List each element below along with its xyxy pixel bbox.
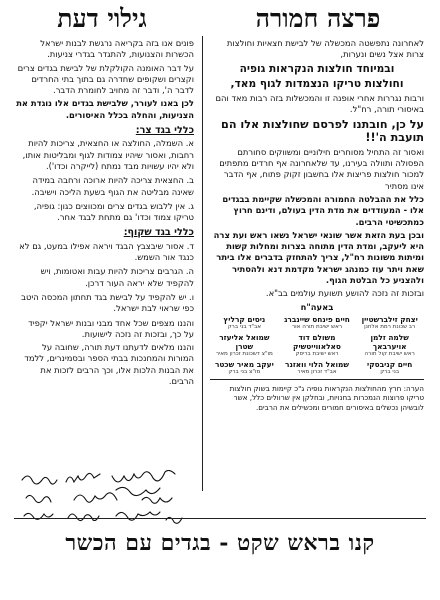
paragraph: על דבר האומנה הקולקלת של לבישת בגדים צרים וקצרים ושקופים שחדרה גם בתוך בתי החרדים לדבר ה', ודבר זה מחויב לחומרת הדבר. xyxy=(17,62,194,96)
footnote: הערה: חרץ מהחולצות הנקראות גופיה ג"כ קיימות בשוק חולצות טריקו פרוצות הנמכרות בחנויות, ובחלקן אין שרוולים כלל, אשר לובשיהן נכשלים באיסורים חמורים ומכשילים את הרבים. xyxy=(229,383,424,412)
proclamation-column xyxy=(210,38,424,508)
footer-slogan: קנו בראש שקט - בגדים עם הכשר xyxy=(65,530,375,556)
signatory: שמואל הלוי וואזנר אב"ד זכרון מאיר xyxy=(285,359,349,375)
section-heading-tight-clothing: כללי בגד צר: xyxy=(135,125,194,137)
signatory: יצחק זילברשטיין רב שכונת רמת אלחנן xyxy=(361,314,418,330)
announcement-column xyxy=(16,38,194,463)
paragraph-bold: כלל את ההבלטה החמורה והמכשלה שקיימת בבגדים אלו - המעודדים את מדת הדין בעולם, ודינם חרוץ כמתכשיטי הרבים. xyxy=(222,193,424,227)
signatory: שלמה זלמן אויערבאך ראש ישיבת קול תורה xyxy=(364,332,415,357)
intro-paragraph: פונים אנו בזה בקריאה נרגשת לבנות ישראל הכשרות והצנועות, להתגדר בגדרי צניעות. xyxy=(40,38,194,60)
emphasis-line-2: וחולצות טריקו הנצמדות לגוף מאד, xyxy=(230,77,404,90)
handwritten-signatures xyxy=(16,470,202,528)
signatory: שמואל אליעזר שטרן מו"צ דשכונת זכרון מאיר xyxy=(215,332,273,357)
signatory: חיים קניבסקי בני ברק xyxy=(367,359,413,375)
paragraph: ורבות נגררות אחרי אופנה זו והמכשלות בזה רבות מאד והם באיסורי תורה, רח"ל. xyxy=(215,93,424,115)
signatories xyxy=(210,315,424,376)
signature-closing: באעה"ח xyxy=(300,301,334,312)
closing-paragraph: והננו מלאים לדעתנו דעת תורה, שחובה על המורות והמחנכות בבתי הספר ובסמינרים, ללמד את הבנות הלכות אלו, וכך הרבים לזכות את הרבים. xyxy=(24,342,194,387)
call-to-action-paragraph: ובכן בעת הזאת אשר שונאי ישראל נשאו ראש ועת צרה היא ליעקב, ומדת הדין מתוחה בצרות ומחלות קשות ומיתות משונות רח"ל, צריך להתחזק בדברים אלו ביתר שאת ויתר עוז כמנהג ישראל מקדמת דנא ולהסתיר ולהצניע כל הבלטת הגוף. xyxy=(213,229,424,286)
rule-item: ה. הגרבים צריכות להיות עבות ואטומות, ויש להקפיד שלא יראה העור דרכן. xyxy=(40,266,194,288)
footer-divider xyxy=(14,518,426,519)
main-title: פרצה חמורה xyxy=(255,4,381,33)
signatory: ניסים קרליץ אב"ד בני ברק xyxy=(223,314,266,330)
rule-item: ו. יש להקפיד על לבישת בגד תחתון המכסה היטב כפי שראוי לבת ישראל. xyxy=(21,291,194,314)
section-heading-sheer-clothing: כללי בגד שקוף: xyxy=(123,227,194,239)
column-divider xyxy=(202,36,203,491)
divider xyxy=(210,379,424,380)
rule-item: ד. אסור שיבצבץ הבגד ויראה אפילו במעט, גם לא כנגד אור השמש. xyxy=(19,240,194,263)
rule-item: א. השמלה, החולצה או החצאית, צריכות להיות רחבות, ואסור שיהיו צמודות לגוף ומבליטות אותו, ולא יהיו עשויות מבד נמתח (לייקרה וכדו'). xyxy=(22,138,194,171)
rule-item: ב. החצאית צריכה להיות ארוכה ורחבה במידה שאינה מבליטה את הגוף בשעת הליכה וישיבה. xyxy=(31,175,194,197)
rule-item: ג. אין ללבוש בגדים צרים ומכווצים כגון: גופיה, טריקו צמוד וכדו' גם מתחת לבגד אחר. xyxy=(33,200,194,223)
blessing-paragraph: ובזכות זה נזכה להושע תשועת עולמים בב"א. xyxy=(265,288,424,299)
signatory: יעקב מאיר שכטר מו"צ בני ברק xyxy=(214,359,274,375)
emphasis-line: ובמיוחד חולצות הנקראות גופיה xyxy=(239,62,395,75)
secondary-title: גילוי דעת xyxy=(57,4,147,33)
paragraph: והננו מצפים שכל אחד מבני ובנות ישראל יקפיד על כך, ובזכות זה נזכה לישועות. xyxy=(28,317,194,339)
signatory: חיים פינחס שיינברג ראש ישיבת תורה אור xyxy=(284,314,350,330)
paragraph: ואסור זה התחיל מסוחרים חילוניים ומשווקים סחורתם הפסולה ותוולה בעירנו, עד שלאחרונה אף חרדים מתפתים למכור חולצות פריצות אלו בחשבון זקוק פתוח, אף הדבר אינו מסתיר xyxy=(219,146,424,191)
warning-paragraph: על כן, חובתנו לפרסם שחולצות אלו הם תועבת ה'!! xyxy=(221,117,424,145)
signatory: משולם דוד סאלאווייטשיק ראש ישיבת בריסק xyxy=(293,332,341,357)
paragraph-bold: לכן באנו לעורר, שלבישת בגדים אלו נוגדת את הצניעות, והחלה בכלל האיסורים. xyxy=(16,98,194,120)
intro-paragraph: לאחרונה נתפשטה המכשלה של לבישת חצאיות וחולצות צרות אצל נשים ונערות, xyxy=(226,38,424,60)
